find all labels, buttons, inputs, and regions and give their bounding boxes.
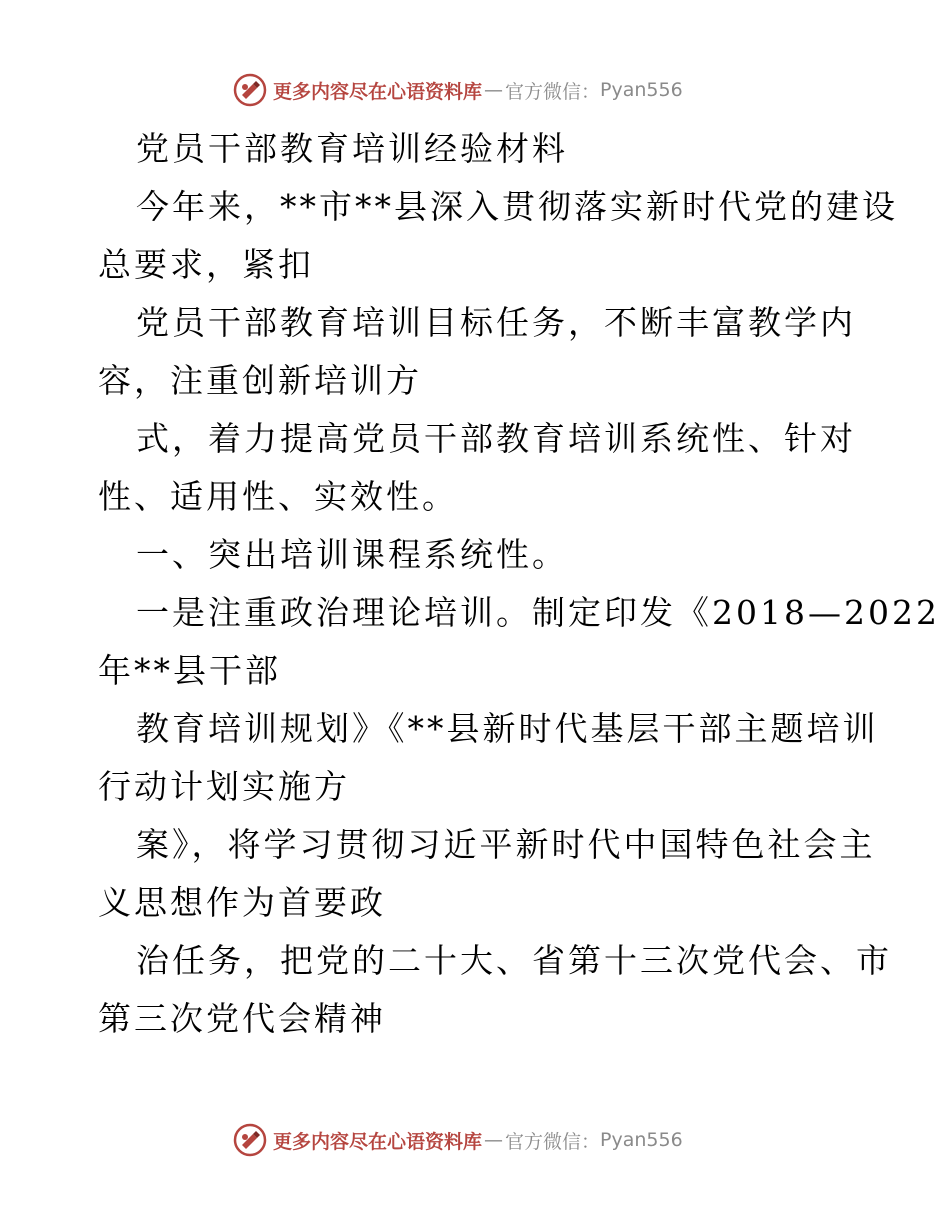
text-line: 义思想作为首要政 bbox=[98, 883, 386, 922]
watermark-brand-text: 更多内容尽在心语资料库 bbox=[273, 1130, 483, 1153]
text-line: 式，着力提高党员干部教育培训系统性、针对 bbox=[136, 419, 856, 458]
document-body bbox=[98, 120, 940, 1048]
text-line: 一是注重政治理论培训。制定印发《2018—2022 bbox=[136, 593, 940, 632]
watermark-wechat-label: 官方微信： bbox=[505, 1130, 601, 1153]
text-line: 教育培训规划》《**县新时代基层干部主题培训 bbox=[136, 709, 879, 748]
text-line: 容，注重创新培训方 bbox=[98, 361, 422, 400]
text-line: 治任务，把党的二十大、省第十三次党代会、市 bbox=[136, 941, 892, 980]
watermark-separator: — bbox=[484, 79, 504, 101]
text-line: 案》，将学习贯彻习近平新时代中国特色社会主 bbox=[136, 825, 876, 864]
text-line: 今年来，**市**县深入贯彻落实新时代党的建设 bbox=[136, 187, 898, 226]
watermark-wechat-label: 官方微信： bbox=[505, 80, 601, 103]
text-line: 总要求，紧扣 bbox=[98, 245, 314, 284]
text-line: 第三次党代会精神 bbox=[98, 999, 386, 1038]
watermark-separator: — bbox=[484, 1129, 504, 1151]
brand-logo-icon bbox=[233, 1123, 267, 1157]
text-line: 一、突出培训课程系统性。 bbox=[136, 535, 568, 574]
text-line: 党员干部教育培训经验材料 bbox=[136, 129, 568, 168]
text-line: 行动计划实施方 bbox=[98, 767, 350, 806]
text-line: 年**县干部 bbox=[98, 651, 281, 690]
text-line: 性、适用性、实效性。 bbox=[98, 477, 458, 516]
text-line: 党员干部教育培训目标任务，不断丰富教学内 bbox=[136, 303, 856, 342]
watermark-wechat-id: Pyan556 bbox=[600, 1129, 683, 1151]
watermark-footer bbox=[233, 1122, 683, 1158]
watermark-header bbox=[233, 72, 683, 108]
watermark-wechat-id: Pyan556 bbox=[600, 79, 683, 101]
brand-logo-icon bbox=[233, 73, 267, 107]
watermark-brand-text: 更多内容尽在心语资料库 bbox=[273, 80, 483, 103]
